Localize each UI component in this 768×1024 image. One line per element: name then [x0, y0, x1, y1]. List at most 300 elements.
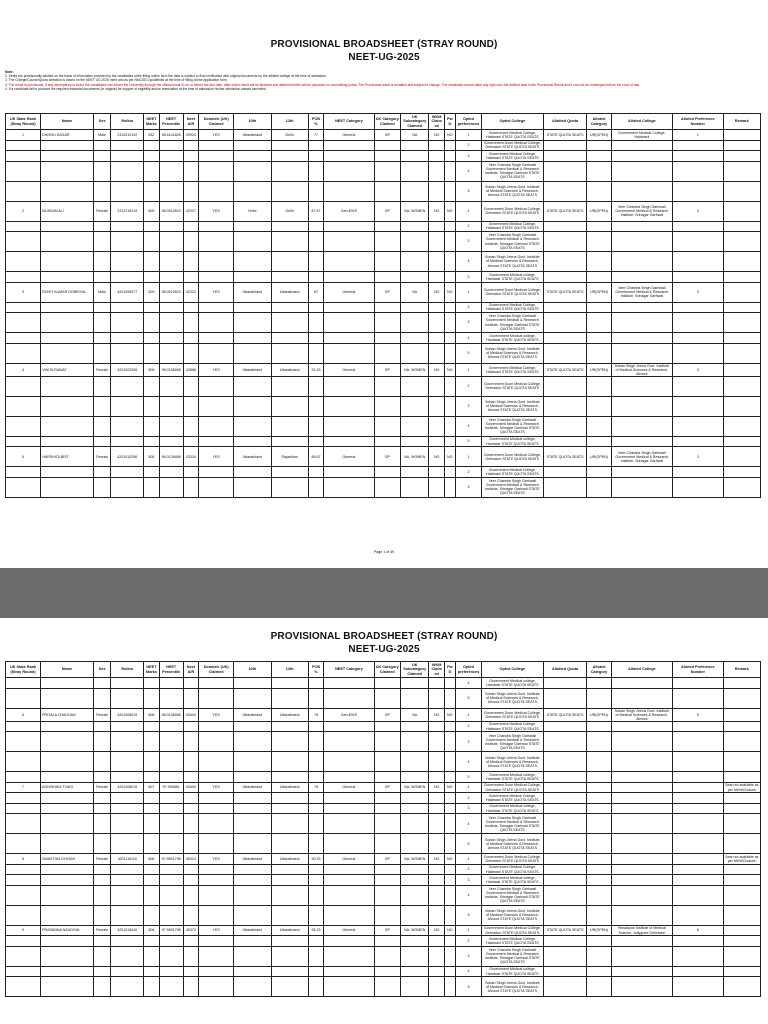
cell-pref: 1: [455, 130, 481, 141]
column-header-wkm: WKM Claimed: [429, 662, 444, 678]
cell-acat: [587, 376, 611, 396]
cell-roll: 4201010256: [111, 447, 144, 467]
cell-apref: [673, 936, 723, 947]
cell-roll: [111, 834, 144, 854]
cell-remark: [723, 966, 760, 977]
cell-name: [41, 885, 94, 905]
cell-sex: [93, 814, 111, 834]
cell-dom: [199, 966, 234, 977]
cell-name: PRIYALA CHAUHAN: [41, 708, 94, 721]
cell-acollege: [611, 875, 672, 886]
column-header-air: Neet AIR: [183, 114, 198, 130]
cell-pcb: [308, 477, 323, 497]
cell-pref: 3: [455, 803, 481, 814]
cell-acollege: [611, 834, 672, 854]
cell-twelfth: [271, 936, 308, 947]
cell-name: [41, 140, 94, 151]
cell-ukcat: [374, 905, 400, 925]
cell-pct: [159, 905, 183, 925]
preference-row: [6, 752, 761, 772]
cell-rank: [6, 732, 41, 752]
cell-tenth: [234, 396, 271, 416]
cell-dom: [199, 678, 234, 689]
page-title: PROVISIONAL BROADSHEET (STRAY ROUND): [270, 631, 498, 642]
cell-cat: [324, 803, 374, 814]
cell-sub: [400, 436, 429, 447]
cell-pwd: [444, 333, 455, 344]
table-body: [6, 130, 761, 498]
cell-remark: [723, 977, 760, 997]
cell-roll: 2312216219: [111, 201, 144, 221]
cell-acat: [587, 140, 611, 151]
cell-quota: [543, 302, 587, 313]
cell-acat: UR(OPEN): [587, 201, 611, 221]
cell-quota: [543, 161, 587, 181]
cell-twelfth: [271, 885, 308, 905]
cell-wkm: NO: [429, 282, 444, 302]
cell-apref: [673, 772, 723, 783]
cell-roll: [111, 977, 144, 997]
cell-pcb: [308, 252, 323, 272]
cell-cat: [324, 302, 374, 313]
column-header-acollege: Alloted College: [611, 114, 672, 130]
cell-air: [183, 688, 198, 708]
cell-marks: [144, 936, 159, 947]
cell-ukcat: [374, 302, 400, 313]
cell-roll: [111, 151, 144, 162]
cell-pwd: [444, 885, 455, 905]
preference-row: [6, 396, 761, 416]
cell-apref: 3: [673, 282, 723, 302]
cell-name: DIKSHU DAGAR: [41, 130, 94, 141]
cell-acat: [587, 688, 611, 708]
cell-quota: STATE QUOTA SEATS: [543, 201, 587, 221]
cell-rank: [6, 752, 41, 772]
cell-sub: [400, 232, 429, 252]
cell-rank: 1: [6, 130, 41, 141]
cell-ukcat: GP: [374, 282, 400, 302]
cell-college: Government Doon Medical College, Dehradun STATE QUOTA SEATS: [482, 447, 543, 467]
cell-dom: [199, 885, 234, 905]
cell-pwd: NO: [444, 854, 455, 865]
cell-roll: 4201116110: [111, 854, 144, 865]
cell-roll: [111, 467, 144, 478]
cell-twelfth: [271, 302, 308, 313]
cell-apref: [673, 416, 723, 436]
cell-pcb: [308, 721, 323, 732]
cell-quota: [543, 232, 587, 252]
cell-pwd: [444, 467, 455, 478]
cell-wkm: NO: [429, 363, 444, 376]
cell-apref: [673, 436, 723, 447]
cell-acat: [587, 161, 611, 181]
cell-apref: [673, 313, 723, 333]
cell-marks: [144, 793, 159, 804]
cell-roll: 4201108015: [111, 782, 144, 793]
cell-name: [41, 232, 94, 252]
cell-pref: 5: [455, 905, 481, 925]
cell-pwd: [444, 803, 455, 814]
cell-cat: [324, 161, 374, 181]
cell-pref: 2: [455, 864, 481, 875]
cell-wkm: [429, 436, 444, 447]
preference-row: [6, 966, 761, 977]
cell-ukcat: [374, 793, 400, 804]
cell-twelfth: [271, 221, 308, 232]
cell-marks: 507: [144, 782, 159, 793]
column-header-sex: Sex: [93, 114, 111, 130]
cell-quota: [543, 905, 587, 925]
cell-pct: [159, 151, 183, 162]
cell-sub: [400, 477, 429, 497]
cell-sub: [400, 793, 429, 804]
cell-pcb: [308, 834, 323, 854]
cell-apref: [673, 140, 723, 151]
cell-acollege: [611, 376, 672, 396]
cell-air: [183, 885, 198, 905]
cell-marks: [144, 333, 159, 344]
cell-dom: YES: [199, 447, 234, 467]
cell-ukcat: [374, 467, 400, 478]
cell-sex: [93, 752, 111, 772]
cell-pwd: [444, 252, 455, 272]
cell-sub: [400, 752, 429, 772]
cell-ukcat: [374, 436, 400, 447]
cell-roll: [111, 181, 144, 201]
cell-dom: YES: [199, 282, 234, 302]
column-header-wkm: WKM Claimed: [429, 114, 444, 130]
cell-air: 43493: [183, 782, 198, 793]
cell-dom: [199, 905, 234, 925]
cell-air: [183, 977, 198, 997]
cell-dom: [199, 875, 234, 886]
cell-dom: [199, 181, 234, 201]
cell-air: [183, 333, 198, 344]
cell-roll: [111, 864, 144, 875]
cell-wkm: [429, 140, 444, 151]
broadsheet-page-2: [0, 618, 768, 1024]
cell-roll: [111, 966, 144, 977]
column-header-marks: NEET Marks: [144, 114, 159, 130]
cell-ukcat: GP: [374, 925, 400, 936]
cell-pwd: [444, 232, 455, 252]
cell-pref: 2: [455, 221, 481, 232]
cell-quota: [543, 221, 587, 232]
cell-dom: [199, 302, 234, 313]
cell-air: [183, 814, 198, 834]
cell-tenth: [234, 477, 271, 497]
cell-rank: [6, 864, 41, 875]
cell-sex: [93, 313, 111, 333]
cell-sex: [93, 875, 111, 886]
cell-acollege: [611, 854, 672, 865]
cell-rank: [6, 232, 41, 252]
cell-acollege: [611, 732, 672, 752]
cell-rank: [6, 772, 41, 783]
cell-pcb: [308, 966, 323, 977]
column-header-name: Name: [41, 114, 94, 130]
cell-roll: [111, 875, 144, 886]
cell-apref: [673, 977, 723, 997]
column-header-quota: Allotted Quota: [543, 662, 587, 678]
cell-college: Government Doon Medical College, Dehradun STATE QUOTA SEATS: [482, 282, 543, 302]
cell-ukcat: [374, 875, 400, 886]
cell-air: [183, 396, 198, 416]
cell-cat: General: [324, 130, 374, 141]
cell-roll: 4201008015: [111, 708, 144, 721]
cell-twelfth: [271, 977, 308, 997]
cell-remark: [723, 721, 760, 732]
cell-wkm: [429, 772, 444, 783]
cell-ukcat: [374, 151, 400, 162]
cell-twelfth: [271, 905, 308, 925]
cell-rank: [6, 436, 41, 447]
cell-acat: [587, 313, 611, 333]
cell-sex: [93, 885, 111, 905]
cell-acat: [587, 252, 611, 272]
cell-pref: 5: [455, 977, 481, 997]
cell-pcb: [308, 688, 323, 708]
cell-rank: 5: [6, 447, 41, 467]
cell-college: Soban Singh Jeena Govt. Institute of Medical Sciences & Research, Almora STATE QUOTA SEATS: [482, 396, 543, 416]
cell-remark: [723, 221, 760, 232]
cell-remark: [723, 477, 760, 497]
cell-pref: 3: [455, 732, 481, 752]
cell-dom: [199, 343, 234, 363]
cell-remark: [723, 272, 760, 283]
cell-cat: [324, 313, 374, 333]
cell-roll: [111, 272, 144, 283]
cell-sub: [400, 140, 429, 151]
preference-row: [6, 232, 761, 252]
cell-pcb: [308, 396, 323, 416]
candidate-row: [6, 447, 761, 467]
cell-sub: NA: [400, 130, 429, 141]
cell-pref: 3: [455, 151, 481, 162]
cell-pwd: [444, 678, 455, 689]
cell-remark: [723, 130, 760, 141]
cell-marks: [144, 905, 159, 925]
cell-air: [183, 721, 198, 732]
cell-sub: [400, 905, 429, 925]
cell-sex: [93, 272, 111, 283]
cell-air: [183, 161, 198, 181]
cell-sub: NA, WOMEN: [400, 201, 429, 221]
cell-sub: NA, WOMEN: [400, 447, 429, 467]
cell-tenth: Uttarakhand: [234, 130, 271, 141]
cell-twelfth: Uttarakhand: [271, 708, 308, 721]
cell-rank: [6, 161, 41, 181]
note-line: 1. Seats are provisionally allotted on the basis of information provided by the candidates while filling online form the data is subject to final verification with original documents by the allotted college at the time of admission.: [5, 74, 327, 79]
cell-air: [183, 302, 198, 313]
cell-acollege: [611, 467, 672, 478]
cell-wkm: [429, 875, 444, 886]
column-header-pwd: PwD: [444, 662, 455, 678]
cell-college: Veer Chandra Singh Garhwali Government Medical & Research Institute, Srinagar Garhwal STATE QUOTA SEATS: [482, 232, 543, 252]
cell-pcb: [308, 272, 323, 283]
cell-tenth: [234, 834, 271, 854]
cell-college: Government Doon Medical College, Dehradun STATE QUOTA SEATS: [482, 854, 543, 865]
cell-acat: [587, 977, 611, 997]
cell-pref: 1: [455, 782, 481, 793]
cell-acat: UR(OPEN): [587, 282, 611, 302]
cell-remark: [723, 201, 760, 221]
cell-pwd: [444, 151, 455, 162]
cell-rank: [6, 376, 41, 396]
cell-quota: [543, 946, 587, 966]
cell-air: [183, 140, 198, 151]
cell-college: Government Medical college, Haridwar STATE QUOTA SEATS: [482, 272, 543, 283]
cell-acollege: [611, 688, 672, 708]
cell-pct: [159, 302, 183, 313]
cell-pref: 4: [455, 752, 481, 772]
cell-college: Government Medical college, Haridwar STATE QUOTA SEATS: [482, 678, 543, 689]
cell-ukcat: [374, 376, 400, 396]
cell-wkm: [429, 834, 444, 854]
cell-tenth: [234, 752, 271, 772]
cell-wkm: [429, 793, 444, 804]
cell-wkm: [429, 313, 444, 333]
cell-acollege: [611, 936, 672, 947]
cell-name: [41, 977, 94, 997]
preference-row: [6, 803, 761, 814]
cell-twelfth: [271, 966, 308, 977]
cell-pcb: [308, 772, 323, 783]
cell-pref: 5: [455, 436, 481, 447]
cell-acollege: [611, 946, 672, 966]
cell-marks: [144, 232, 159, 252]
cell-dom: YES: [199, 363, 234, 376]
cell-pwd: NO: [444, 201, 455, 221]
cell-pct: [159, 752, 183, 772]
cell-sex: [93, 803, 111, 814]
cell-tenth: [234, 678, 271, 689]
cell-ukcat: [374, 834, 400, 854]
cell-cat: [324, 977, 374, 997]
cell-roll: [111, 313, 144, 333]
cell-air: [183, 151, 198, 162]
candidate-row: [6, 282, 761, 302]
cell-college: Government Medical college, Haridwar STATE QUOTA SEATS: [482, 966, 543, 977]
cell-acollege: Veer Chandra Singh Garhwali Government Medical & Research Institute, Srinagar Garhwal: [611, 447, 672, 467]
cell-marks: [144, 181, 159, 201]
cell-cat: General: [324, 282, 374, 302]
preference-row: [6, 772, 761, 783]
cell-apref: 6: [673, 925, 723, 936]
cell-tenth: [234, 977, 271, 997]
cell-pcb: 87: [308, 282, 323, 302]
cell-pref: 5: [455, 272, 481, 283]
cell-name: [41, 721, 94, 732]
cell-pcb: [308, 181, 323, 201]
preference-row: [6, 678, 761, 689]
cell-pct: [159, 477, 183, 497]
cell-roll: [111, 221, 144, 232]
cell-quota: [543, 140, 587, 151]
preference-row: [6, 343, 761, 363]
cell-acat: [587, 416, 611, 436]
cell-remark: Seat not available as per Merit/Choices: [723, 782, 760, 793]
cell-college: Veer Chandra Singh Garhwali Government Medical & Research Institute, Srinagar Garhwal STATE QUOTA SEATS: [482, 732, 543, 752]
cell-quota: [543, 396, 587, 416]
cell-dom: [199, 834, 234, 854]
cell-name: [41, 936, 94, 947]
cell-pcb: [308, 140, 323, 151]
cell-remark: [723, 181, 760, 201]
preference-row: [6, 221, 761, 232]
cell-marks: [144, 732, 159, 752]
cell-pct: [159, 966, 183, 977]
cell-pct: 98.0138468: [159, 447, 183, 467]
cell-marks: [144, 814, 159, 834]
cell-pct: [159, 221, 183, 232]
column-header-quota: Allotted Quota: [543, 114, 587, 130]
cell-tenth: [234, 905, 271, 925]
cell-remark: [723, 343, 760, 363]
cell-pwd: [444, 477, 455, 497]
cell-pref: 1: [455, 854, 481, 865]
cell-dom: [199, 477, 234, 497]
cell-pcb: [308, 793, 323, 804]
cell-quota: [543, 732, 587, 752]
cell-apref: [673, 966, 723, 977]
cell-pwd: [444, 140, 455, 151]
cell-pct: [159, 252, 183, 272]
cell-sex: [93, 221, 111, 232]
cell-pref: 4: [455, 416, 481, 436]
cell-cat: General: [324, 925, 374, 936]
cell-name: [41, 467, 94, 478]
cell-pref: 4: [455, 966, 481, 977]
cell-air: 42322: [183, 282, 198, 302]
column-header-cat: NEET Category: [324, 662, 374, 678]
cell-roll: [111, 678, 144, 689]
cell-apref: [673, 221, 723, 232]
preference-row: [6, 977, 761, 997]
cell-pct: [159, 333, 183, 344]
cell-dom: YES: [199, 201, 234, 221]
cell-name: [41, 221, 94, 232]
cell-pref: 2: [455, 302, 481, 313]
cell-wkm: [429, 333, 444, 344]
cell-ukcat: [374, 752, 400, 772]
cell-acat: [587, 477, 611, 497]
cell-remark: [723, 936, 760, 947]
cell-name: ROHIT KUMAR DOBRIYAL: [41, 282, 94, 302]
cell-sex: [93, 140, 111, 151]
cell-roll: [111, 772, 144, 783]
cell-sub: [400, 936, 429, 947]
cell-roll: [111, 814, 144, 834]
cell-cat: [324, 834, 374, 854]
cell-wkm: [429, 161, 444, 181]
cell-dom: [199, 467, 234, 478]
cell-roll: 4201018040: [111, 925, 144, 936]
cell-remark: [723, 678, 760, 689]
cell-name: [41, 252, 94, 272]
cell-air: [183, 313, 198, 333]
cell-pref: 5: [455, 181, 481, 201]
cell-pwd: [444, 688, 455, 708]
column-header-pct: NEET Percentile: [159, 662, 183, 678]
cell-dom: [199, 140, 234, 151]
cell-pref: 2: [455, 467, 481, 478]
cell-rank: 2: [6, 201, 41, 221]
cell-college: Government Medical College, Haldwani STATE QUOTA SEATS: [482, 363, 543, 376]
cell-acollege: [611, 252, 672, 272]
cell-name: [41, 864, 94, 875]
cell-pwd: [444, 793, 455, 804]
